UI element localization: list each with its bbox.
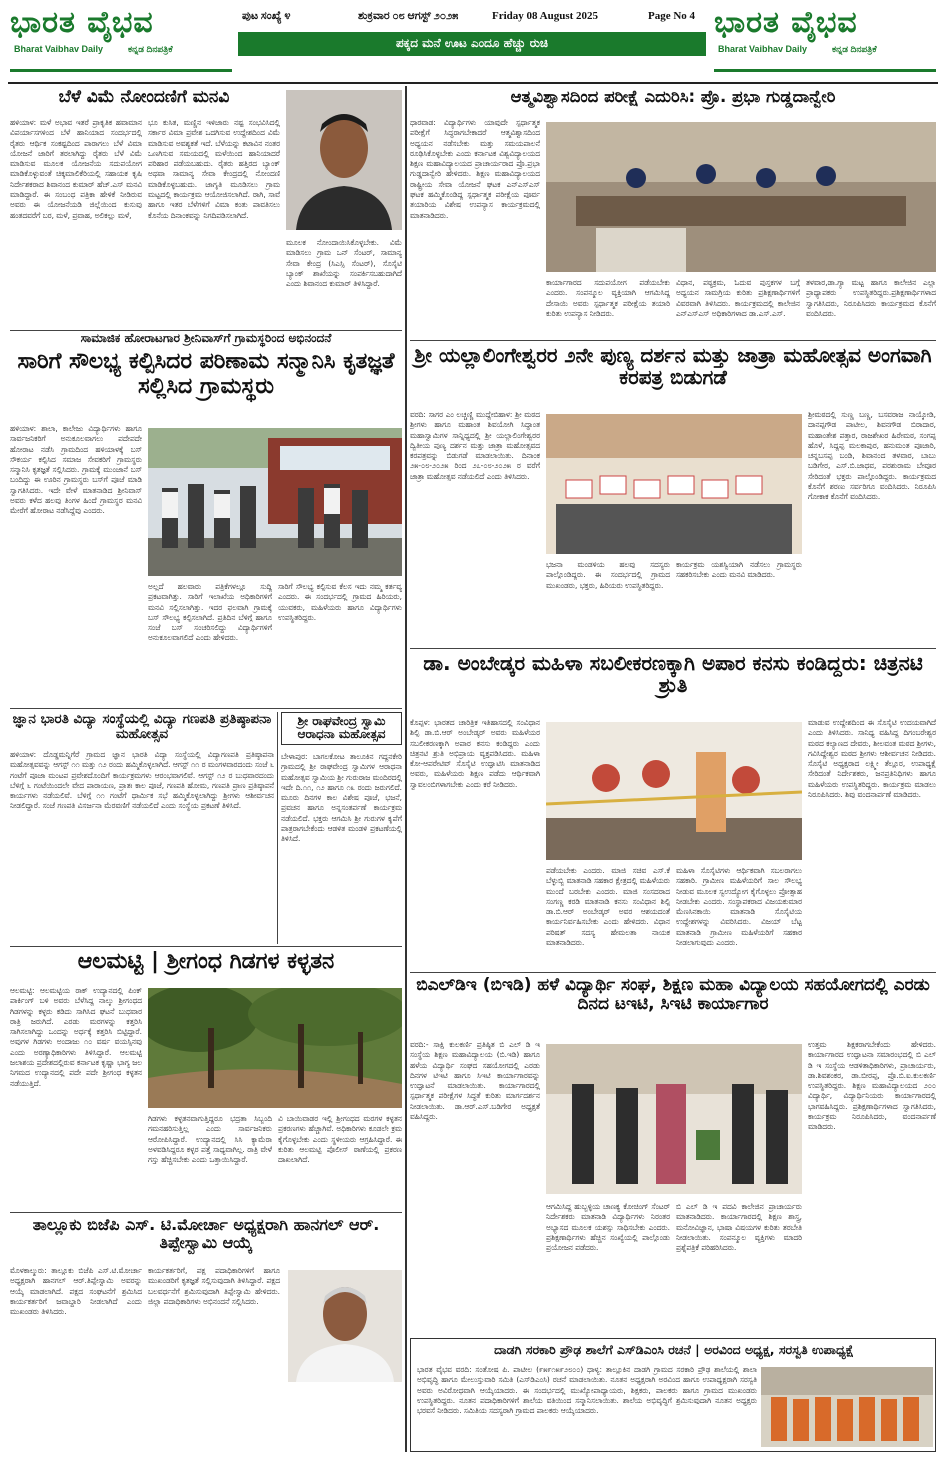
- crowd-with-bus-image: [148, 428, 402, 576]
- story-body-col3: ವಿ ಬಾಯಿವಾಡರ ಇಲ್ಲಿ ಶ್ರೀಗಂಧದ ಮರಗಳ ಕಳ್ಳತನ ಪ್ರಕರಣಗಳು ಹೆಚ್ಚಾಗಿವೆ. ಅಧಿಕಾರಿಗಳು ಕೂಡಲೇ ಕ್ರಮ ಕೈಗೊಳ್ಳಬೇಕು ಎಂದು ಸ್ಥಳೀಯರು ಆಗ್ರಹಿಸಿದ್ದಾರೆ. ಈ ಕುರಿತು ಆಲಮಟ್ಟಿ ಪೊಲೀಸ್ ಠಾಣೆಯಲ್ಲಿ ಪ್ರಕರಣ ದಾಖಲಾಗಿದೆ.: [278, 1114, 402, 1165]
- date-english: Friday 08 August 2025: [492, 10, 599, 22]
- seminar-photo: [546, 122, 936, 272]
- pamphlet-photo: [546, 414, 802, 554]
- story-body-col3: ಮೂಲಕ ನೋಂದಾಯಿಸಿಕೊಳ್ಳಬೇಕು. ವಿಮೆ ಮಾಡಿಸಲು ಗ್ರಾಮ ಒನ್ ಸೆಂಟರ್, ಸಾಮಾನ್ಯ ಸೇವಾ ಕೇಂದ್ರ (ಸಿಎಸ್ಸಿ ಸೆಂಟರ್), ಸೊಸೈಟಿ ಬ್ಯಾಂಕ್ ಶಾಖೆಯನ್ನು ಸಂಪರ್ಕಿಸಬಹುದಾಗಿದೆ ಎಂದು ಶಿವಾನಂದ ಕುಮಾರ್ ತಿಳಿಸಿದ್ದಾರೆ.: [286, 238, 402, 289]
- tagline-bar: ಪಕ್ಕದ ಮನೆ ಊಟ ಎಂದೂ ಹೆಚ್ಚು ರುಚಿ: [238, 32, 706, 56]
- story-body-col3: ವಿಧಾನ, ಪಠ್ಯಕ್ರಮ, ಓದುವ ಪುಸ್ತಕಗಳ ಬಗ್ಗೆ ಅಧ್ಯಯನ ಸಾಮಗ್ರಿಯ ಕುರಿತು ಪ್ರಶಿಕ್ಷಣಾರ್ಥಿಗಳಿಗೆ ವಿವರವಾಗಿ ತಿಳಿಸಿದರು. ಕಾರ್ಯಕ್ರಮದಲ್ಲಿ ಕಾಲೇಜಿನ ಎನ್ಎಸ್ಎಸ್ ಅಧಿಕಾರಿಗಳಾದ ಡಾ.ಎಸ್.ಎಸ್.: [676, 278, 800, 318]
- story-headline: ತಾಲ್ಲೂಕು ಬಿಜೆಪಿ ಎಸ್. ಟಿ.ಮೋರ್ಚಾ ಅಧ್ಯಕ್ಷರಾಗಿ ಹಾನಗಲ್ ಆರ್. ತಿಪ್ಪೇಸ್ವಾಮಿ ಆಯ್ಕೆ: [32, 1215, 380, 1252]
- story-rayaru: [281, 712, 402, 944]
- story-body-col3: ಮಹಿಳಾ ಸೊಸೈಟಿಗಳು ಆರ್ಥಿಕವಾಗಿ ಸಬಲರಾಗಲು ಸಹಕಾರಿ. ಗ್ರಾಮೀಣ ಮಹಿಳೆಯರಿಗೆ ಸಾಲ ಸೌಲಭ್ಯ ನೀಡುವ ಮೂಲಕ ಸ್ವಉದ್ಯೋಗ ಕೈಗೊಳ್ಳಲು ಪ್ರೋತ್ಸಾಹ ನೀಡಬೇಕು ಎಂದರು. ಸಂಸ್ಥಾಪಕರಾದ ವಿಜಯಕುಮಾರ ಮೆಣಸಿನಕಾಯಿ ಮಾತನಾಡಿ ಸೊಸೈಟಿಯ ಉದ್ದೇಶಗಳನ್ನು ವಿವರಿಸಿದರು. ವಿಜಯ್ ಬೆಟ್ಟ ಮಾತನಾಡಿ ಗ್ರಾಮೀಣ ಮಹಿಳೆಯರಿಗೆ ಸಹಕಾರ ನೀಡಲಾಗುವುದು ಎಂದರು.: [676, 866, 802, 948]
- divider: [410, 648, 936, 649]
- page-number: Page No 4: [648, 10, 696, 22]
- portrait-photo: [286, 90, 402, 230]
- story-body-col1: ಆಲಮಟ್ಟಿ: ಆಲಮಟ್ಟಿಯ ರಾಕ್ ಉದ್ಯಾನದಲ್ಲಿ ಪಿಂಕ್ ಪಾರ್ಕಿಂಗ್ ಬಳಿ ಅವರು ಬೆಳೆಸಿದ್ದ ನಾಲ್ಕು ಶ್ರೀಗಂಧದ ಗಿಡಗಳನ್ನು ಕಳ್ಳರು ಕಡಿದು ಸಾಗಿಸಿದ ಘಟನೆ ಬುಧವಾರ ರಾತ್ರಿ ಜರುಗಿದೆ. ಎರಡು ಮರಗಳನ್ನು ಕತ್ತರಿಸಿ ಸಾಗಿಸಲಾಗಿದ್ದು ಒಂದನ್ನು ಅರ್ಧಕ್ಕೆ ಕತ್ತರಿಸಿ ಬಿಟ್ಟಿದ್ದಾರೆ. ಅವುಗಳ ಗಿಡಗಳು ಅಂದಾಜು ೧೦ ವರ್ಷ ವಯಸ್ಸಿನವು ಎಂದು ಅರಣ್ಯಾಧಿಕಾರಿಗಳು ತಿಳಿಸಿದ್ದಾರೆ. ಆಲಮಟ್ಟಿ ಜಲಾಶಯ ಪ್ರದೇಶದಲ್ಲಿರುವ ಕರ್ನಾಟಕ ಕೃಷ್ಣಾ ಭಾಗ್ಯ ಜಲ ನಿಗಮದ ಉದ್ಯಾನದಲ್ಲಿ ಪದೇ ಪದೇ ಶ್ರೀಗಂಧ ಕಳ್ಳತನ ನಡೆಯುತ್ತಿದೆ.: [10, 986, 142, 1088]
- pamphlet-release-image: [546, 414, 802, 554]
- sandalwood-trees-image: [148, 988, 402, 1108]
- story-bjp: [10, 1216, 402, 1452]
- story-body-col4: ತಳವಾರ,ಡಾ.ಗ್ಯಾ ಮಟ್ಟ ಹಾಗೂ ಕಾಲೇಜಿನ ಎಲ್ಲಾ ಪ್ರಾಧ್ಯಾಪಕರು ಉಪಸ್ಥಿತರಿದ್ದರು.ಪ್ರಶಿಕ್ಷಣಾರ್ಥಿಗಳಾದ ಸ್ವಾಗತಿಸಿದರು, ನಿರೂಪಿಸಿದರು ಕಾರ್ಯಕ್ರಮದ ಕೊನೆಗೆ ವಂದಿಸಿದರು.: [806, 278, 936, 318]
- divider: [410, 972, 936, 973]
- masthead-right-sub-kn: ಕನ್ನಡ ದಿನಪತ್ರಿಕೆ: [832, 44, 877, 54]
- forest-photo: [148, 988, 402, 1108]
- masthead-right-title: ಭಾರತ ವೈಭವ: [714, 5, 858, 40]
- masthead-left-title: ಭಾರತ ವೈಭವ: [10, 5, 154, 40]
- masthead-left-sub-kn: ಕನ್ನಡ ದಿನಪತ್ರಿಕೆ: [128, 44, 173, 54]
- story-confidence: [410, 88, 936, 338]
- story-headline: ದಾಡಗಿ ಸರಕಾರಿ ಪ್ರೌಢ ಶಾಲೆಗೆ ಎಸ್‌ಡಿಎಂಸಿ ರಚನೆ | ಅರವಿಂದ ಅಧ್ಯಕ್ಷ, ಸರಸ್ವತಿ ಉಪಾಧ್ಯಕ್ಷೆ: [494, 1342, 854, 1357]
- story-body-col1: ಮೊಳಕಾಲ್ಮುರು: ತಾಲ್ಲೂಕು ಬಿಜೆಪಿ ಎಸ್.ಟಿ.ಮೋರ್ಚಾ ಅಧ್ಯಕ್ಷರಾಗಿ ಹಾನಗಲ್ ಆರ್.ತಿಪ್ಪೇಸ್ವಾಮಿ ಅವರನ್ನು ಆಯ್ಕೆ ಮಾಡಲಾಗಿದೆ. ಪಕ್ಷದ ಸಂಘಟನೆಗೆ ಶ್ರಮಿಸಿದ ಕಾರ್ಯಕರ್ತರಿಗೆ ಜವಾಬ್ದಾರಿ ನೀಡಲಾಗಿದೆ ಎಂದು ಮುಖಂಡರು ತಿಳಿಸಿದರು.: [10, 1266, 142, 1317]
- story-body-col3: ಬಿ ಎಲ್ ಡಿ ಇ ಪದವಿ ಕಾಲೇಜಿನ ಪ್ರಾಚಾರ್ಯರು ಮಾತನಾಡಿದರು. ಕಾರ್ಯಾಗಾರದಲ್ಲಿ ಶಿಕ್ಷಣ ಶಾಸ್ತ್ರ, ಮನೋವಿಜ್ಞಾನ, ಭಾಷಾ ವಿಷಯಗಳ ಕುರಿತು ತರಬೇತಿ ನೀಡಲಾಯಿತು. ಸಂಪನ್ಮೂಲ ವ್ಯಕ್ತಿಗಳು ಮಾದರಿ ಪ್ರಶ್ನೆಪತ್ರಿಕೆ ಪರಿಹರಿಸಿದರು.: [676, 1202, 802, 1253]
- workshop-photo: [546, 1044, 802, 1194]
- divider: [10, 946, 402, 947]
- column-divider: [405, 86, 407, 1452]
- story-body-col3: ಸಾರಿಗೆ ಸೌಲಭ್ಯ ಕಲ್ಪಿಸುವ ಕೆಲಸ ಇದು ನಮ್ಮ ಕರ್ತವ್ಯ ಎಂದರು. ಈ ಸಂದರ್ಭದಲ್ಲಿ ಗ್ರಾಮದ ಹಿರಿಯರು, ಯುವಕರು, ಮಹಿಳೆಯರು ಹಾಗೂ ವಿದ್ಯಾರ್ಥಿಗಳು ಉಪಸ್ಥಿತರಿದ್ದರು.: [278, 582, 402, 622]
- divider: [10, 1212, 402, 1213]
- story-headline: ಶ್ರೀ ಯಲ್ಲಾಲಿಂಗೇಶ್ವರರ ೨ನೇ ಪುಣ್ಯ ದರ್ಶನ ಮತ್ತು ಜಾತ್ರಾ ಮಹೋತ್ಸವ ಅಂಗವಾಗಿ ಕರಪತ್ರ ಬಿಡುಗಡೆ: [414, 343, 932, 390]
- story-body-col1: ಕೊಪ್ಪಳ: ಭಾರತದ ಚಾರಿತ್ರಿಕ ಇತಿಹಾಸದಲ್ಲಿ ಸಂವಿಧಾನ ಶಿಲ್ಪಿ ಡಾ.ಬಿ.ಆರ್ ಅಂಬೇಡ್ಕರ್ ಅವರು ಮಹಿಳೆಯರ ಸಬಲೀಕರಣಕ್ಕಾಗಿ ಅಪಾರ ಕನಸು ಕಂಡಿದ್ದರು ಎಂದು ಚಿತ್ರನಟಿ ಶ್ರುತಿ ಅಭಿಪ್ರಾಯ ವ್ಯಕ್ತಪಡಿಸಿದರು. ಮಹಿಳಾ ಕೋ-ಆಪರೇಟಿವ್ ಸೊಸೈಟಿ ಉದ್ಘಾಟಿಸಿ ಮಾತನಾಡಿದ ಅವರು, ಮಹಿಳೆಯರು ಶಿಕ್ಷಣ ಪಡೆದು ಆರ್ಥಿಕವಾಗಿ ಸ್ವಾವಲಂಬಿಗಳಾಗಬೇಕು ಎಂದು ಕರೆ ನೀಡಿದರು.: [410, 718, 540, 789]
- story-body-col1: ಧಾರವಾಡ: ವಿದ್ಯಾರ್ಥಿಗಳು ಯಾವುದೇ ಸ್ಪರ್ಧಾತ್ಮಕ ಪರೀಕ್ಷೆಗೆ ಸಿದ್ಧರಾಗಬೇಕಾದರೆ ಆತ್ಮವಿಶ್ವಾಸದಿಂದ ಅಧ್ಯಯನ ನಡೆಸಬೇಕು ಮತ್ತು ಸಮಯಪಾಲನೆ ರೂಢಿಸಿಕೊಳ್ಳಬೇಕು ಎಂದು ಕರ್ನಾಟಕ ವಿಶ್ವವಿದ್ಯಾಲಯದ ಶಿಕ್ಷಣ ಮಹಾವಿದ್ಯಾಲಯದ ಪ್ರಾಚಾರ್ಯರಾದ ಪ್ರೊ.ಪ್ರಭಾ ಗುಡ್ಡದಾನ್ವೇರಿ ಹೇಳಿದರು. ಶಿಕ್ಷಣ ಮಹಾವಿದ್ಯಾಲಯದ ರಾಷ್ಟ್ರೀಯ ಸೇವಾ ಯೋಜನೆ ಘಟಕ ಎನ್ಎಸ್ಎಸ್ ಘಟಕ ಹಮ್ಮಿಕೊಂಡಿದ್ದ ಸ್ಪರ್ಧಾತ್ಮಕ ಪರೀಕ್ಷೆಯ ಪೂರ್ವ ತಯಾರಿಯ ವಿಶೇಷ ಉಪನ್ಯಾಸ ಕಾರ್ಯಕ್ರಮದಲ್ಲಿ ಮಾತನಾಡಿದರು.: [410, 118, 540, 220]
- story-headline: ಡಾ. ಅಂಬೇಡ್ಕರ ಮಹಿಳಾ ಸಬಲೀಕರಣಕ್ಕಾಗಿ ಅಪಾರ ಕನಸು ಕಂಡಿದ್ದರು: ಚಿತ್ರನಟಿ ಶ್ರುತಿ: [423, 651, 923, 698]
- story-body-col2: ಕಾರ್ಯಾಗಾರದ ಸದುಪಯೋಗ ಪಡೆಯಬೇಕು ಎಂದರು. ಸಂಪನ್ಮೂಲ ವ್ಯಕ್ತಿಯಾಗಿ ಆಗಮಿಸಿದ್ದ ದೇಸಾಯಿ ಅವರು ಸ್ಪರ್ಧಾತ್ಮಕ ಪರೀಕ್ಷೆಯ ತಯಾರಿ ಕುರಿತು ಉಪನ್ಯಾಸ ನೀಡಿದರು.: [546, 278, 670, 318]
- story-ambedkar: [410, 652, 936, 970]
- story-body-col3: ಕಾರ್ಯಕ್ರಮ ಯಶಸ್ವಿಯಾಗಿ ನಡೆಸಲು ಗ್ರಾಮಸ್ಥರು ಸಹಕರಿಸಬೇಕು ಎಂದು ಮನವಿ ಮಾಡಿದರು.: [676, 560, 802, 580]
- date-kannada: ಶುಕ್ರವಾರ ೦೮ ಆಗಸ್ಟ್ ೨೦೨೫: [358, 10, 459, 22]
- story-body-col2: ಅಲ್ಲದೆ ಹಲವಾರು ಪತ್ರಿಕೆಗಳಲ್ಲೂ ಸುದ್ದಿ ಪ್ರಕಟವಾಗಿತ್ತು. ಸಾರಿಗೆ ಇಲಾಖೆಯ ಅಧಿಕಾರಿಗಳಿಗೆ ಮನವಿ ಸಲ್ಲಿಸಲಾಗಿತ್ತು. ಇದರ ಫಲವಾಗಿ ಗ್ರಾಮಕ್ಕೆ ಬಸ್ ಸೌಲಭ್ಯ ಕಲ್ಪಿಸಲಾಗಿದೆ. ಪ್ರತಿದಿನ ಬೆಳಿಗ್ಗೆ ಹಾಗೂ ಸಂಜೆ ಬಸ್ ಸಂಚರಿಸಲಿದ್ದು ವಿದ್ಯಾರ್ಥಿಗಳಿಗೆ ಅನುಕೂಲವಾಗಲಿದೆ ಎಂದು ಹೇಳಿದರು.: [148, 582, 272, 643]
- portrait-figure: [286, 90, 402, 230]
- story-body-col4: ಶ್ರೀಮಠದಲ್ಲಿ ಸುಣ್ಣ ಬಣ್ಣ, ಬಸವರಾಜ ನಾಯ್ಕೋಡಿ, ದಾನಪ್ಪಗೌಡ ಪಾಟೀಲ, ಶಿವನಗೌಡ ಬಿರಾದಾರ, ಮಹಾಂತೇಶ ಪತ್ತಾರ, ರಾಜಶೇಖರ ಹಿರೇಮಠ, ಸಂಗಪ್ಪ ಹೊಳೆ, ಸಿದ್ದಪ್ಪ ಮಲಕಾಪುರ, ಹನುಮಂತ ಪೂಜಾರಿ, ಚನ್ನಬಸಪ್ಪ ಬಂಡಿ, ಶಿವಾನಂದ ತಳವಾರ, ಬಾಬು ಬಡಿಗೇರ, ಎಸ್.ಬಿ.ಜಾಧವ, ಪರಶುರಾಮ ಬೇವೂರ ಸೇರಿದಂತೆ ಭಕ್ತರು ಪಾಲ್ಗೊಂಡಿದ್ದರು. ಕಾರ್ಯಕ್ರಮದ ಕೊನೆಗೆ ಶರಣು ಸರ್ವರಿಗೂ ವಂದಿಸಿದರು. ನಿರೂಪಿಸಿ ಗೋಕಾಕ ಕೊನೆಗೆ ವಂದಿಸಿದರು.: [808, 410, 936, 502]
- sdmc-group-photo: [761, 1367, 933, 1447]
- divider: [410, 340, 936, 341]
- story-body: ಬೇಳಾಪುರ: ಬಾಗಲಕೋಟ ತಾಲೂಕಿನ ಗದ್ದನಕೇರಿ ಗ್ರಾಮದಲ್ಲಿ ಶ್ರೀ ರಾಘವೇಂದ್ರ ಸ್ವಾಮಿಗಳ ಆರಾಧನಾ ಮಹೋತ್ಸವ ಸ್ವಾಮಿಯ ಶ್ರೀ ಗುರುರಾಜ ಮಂದಿರದಲ್ಲಿ ಇದೇ ದಿ.೧೧, ೧೨ ಹಾಗೂ ೧೩ ರಂದು ಜರುಗಲಿದೆ. ಮೂರು ದಿನಗಳ ಕಾಲ ವಿಶೇಷ ಪೂಜೆ, ಭಜನೆ, ಪ್ರವಚನ ಹಾಗೂ ಅನ್ನಸಂತರ್ಪಣೆ ಕಾರ್ಯಕ್ರಮ ನಡೆಯಲಿದೆ. ಭಕ್ತರು ಆಗಮಿಸಿ ಶ್ರೀ ಗುರುಗಳ ಕೃಪೆಗೆ ಪಾತ್ರರಾಗಬೇಕೆಂದು ಆಡಳಿತ ಮಂಡಳಿ ಪ್ರಕಟಣೆಯಲ್ಲಿ ತಿಳಿಸಿದೆ.: [281, 752, 402, 844]
- nss-seminar-image: [546, 122, 936, 272]
- story-almatti: [10, 950, 402, 1210]
- story-headline: ಆತ್ಮವಿಶ್ವಾಸದಿಂದ ಪರೀಕ್ಷೆ ಎದುರಿಸಿ: ಪ್ರೊ. ಪ್ರಭಾ ಗುಡ್ಡದಾನ್ವೇರಿ: [510, 87, 836, 106]
- story-ganapati: [10, 712, 274, 944]
- story-yallalinga: [410, 344, 936, 646]
- divider: [277, 712, 278, 944]
- story-body: ಹಳಿಯಾಳ: ದೊಡ್ಡಮನ್ನಿಗೆರೆ ಗ್ರಾಮದ ಜ್ಞಾನ ಭಾರತಿ ವಿದ್ಯಾ ಸಂಸ್ಥೆಯಲ್ಲಿ ವಿದ್ಯಾಗಣಪತಿ ಪ್ರತಿಷ್ಠಾಪನಾ ಮಹೋತ್ಸವವನ್ನು ಆಗಸ್ಟ್ ೧೧ ಮತ್ತು ೧೨ ರಂದು ಹಮ್ಮಿಕೊಳ್ಳಲಾಗಿದೆ. ಆಗಸ್ಟ್ ೧೧ ರ ಮಂಗಳವಾರದಂದು ಸಂಜೆ ೬ ಗಂಟೆಗೆ ಪೂಜಾ ಮಂಟಪ ಪ್ರವೇಶದೊಂದಿಗೆ ಕಾರ್ಯಕ್ರಮಗಳು ಆರಂಭವಾಗಲಿವೆ. ಆಗಸ್ಟ್ ೧೨ ರ ಬುಧವಾರದಂದು ಬೆಳಿಗ್ಗೆ ೬ ಗಂಟೆಯಿಂದಲೇ ವೇದ ಪಾರಾಯಣ, ಪ್ರಾತಃ ಕಾಲ ಪೂಜೆ, ಗಣಪತಿ ಹೋಮ, ಗಣಪತಿ ಪ್ರಾಣ ಪ್ರತಿಷ್ಠಾಪನೆ ಕಾರ್ಯಗಳು ನಡೆಯಲಿವೆ. ಬೆಳಿಗ್ಗೆ ೧೧ ಗಂಟೆಗೆ ಧಾರ್ಮಿಕ ಸಭೆ ಹಮ್ಮಿಕೊಳ್ಳಲಾಗಿದ್ದು ಶ್ರೀಗಳು ಆಶೀರ್ವಚನ ನೀಡಲಿದ್ದಾರೆ. ಸಂಜೆ ಗಣಪತಿ ವಿಸರ್ಜನಾ ಮೆರವಣಿಗೆ ನಡೆಯಲಿದೆ ಎಂದು ಸಂಸ್ಥೆಯ ಪ್ರಕಟಣೆ ತಿಳಿಸಿದೆ.: [10, 750, 274, 811]
- story-body-col1: ವರದಿ: ಸಾಗರ ಎಂ ಲಚ್ಚಣ್ಣಿ ಮುದ್ದೇಬಿಹಾಳ: ಶ್ರೀ ಮಠದ ಶ್ರೀಗಳು ಹಾಗೂ ಮಹಾಂತ ಶಿವಯೋಗಿ ಸಿದ್ಧಾಂತ ಮಹಾಸ್ವಾಮಿಗಳ ಸಾನ್ನಿಧ್ಯದಲ್ಲಿ ಶ್ರೀ ಯಲ್ಲಾಲಿಂಗೇಶ್ವರರ ದ್ವಿತೀಯ ಪುಣ್ಯ ದರ್ಶನ ಮತ್ತು ಜಾತ್ರಾ ಮಹೋತ್ಸವದ ಕರಪತ್ರವನ್ನು ಬಿಡುಗಡೆ ಮಾಡಲಾಯಿತು. ದಿನಾಂಕ ೨೫-೦೮-೨೦೨೫ ರಿಂದ ೨೭-೦೮-೨೦೨೫ ರ ವರೆಗೆ ಜಾತ್ರಾ ಮಹೋತ್ಸವ ನಡೆಯಲಿದೆ ಎಂದು ತಿಳಿಸಿದರು.: [410, 410, 540, 481]
- masthead-right: [714, 6, 936, 72]
- story-workshop: [410, 976, 936, 1334]
- village-photo: [148, 428, 402, 576]
- issue-number: ಪುಟ ಸಂಖ್ಯೆ ೪: [242, 10, 291, 22]
- masthead-left: [10, 6, 232, 72]
- story-body-col2: ಭಜನಾ ಮಂಡಳಿಯ ಹಲವು ಸದಸ್ಯರು ಪಾಲ್ಗೊಂಡಿದ್ದರು. ಈ ಸಂದರ್ಭದಲ್ಲಿ ಗ್ರಾಮದ ಮುಖಂಡರು, ಭಕ್ತರು, ಹಿರಿಯರು ಉಪಸ್ಥಿತರಿದ್ದರು.: [546, 560, 670, 590]
- story-headline: ಆಲಮಟ್ಟಿ | ಶ್ರೀಗಂಧ ಗಿಡಗಳ ಕಳ್ಳತನ: [77, 949, 335, 974]
- story-body-col1: ವರದಿ:- ಸಾಕ್ಷಿ ಕುಲಕರ್ಣಿ ಪ್ರತಿಷ್ಠಿತ ಬಿ ಎಲ್ ಡಿ ಇ ಸಂಸ್ಥೆಯ ಶಿಕ್ಷಣ ಮಹಾವಿದ್ಯಾಲಯ (ಬಿ.ಇಡಿ) ಹಾಗೂ ಹಳೆಯ ವಿದ್ಯಾರ್ಥಿ ಸಂಘದ ಸಹಯೋಗದಲ್ಲಿ ಎರಡು ದಿನಗಳ ಟಿಇಟಿ ಹಾಗೂ ಸಿಇಟಿ ಕಾರ್ಯಾಗಾರವನ್ನು ಉದ್ಘಾಟನೆ ಮಾಡಲಾಯಿತು. ಕಾರ್ಯಾಗಾರದಲ್ಲಿ ಸ್ಪರ್ಧಾತ್ಮಕ ಪರೀಕ್ಷೆಗಳ ಸಿದ್ಧತೆ ಕುರಿತು ಮಾರ್ಗದರ್ಶನ ನೀಡಲಾಯಿತು. ಡಾ.ಆರ್.ಎಸ್.ಬಡಿಗೇರ ಅಧ್ಯಕ್ಷತೆ ವಹಿಸಿದ್ದರು.: [410, 1040, 540, 1122]
- story-headline: ಬಿಎಲ್‌ಡಿಇ (ಬಿಇಡಿ) ಹಳೆ ವಿದ್ಯಾರ್ಥಿ ಸಂಘ, ಶಿಕ್ಷಣ ಮಹಾ ವಿದ್ಯಾಲಯ ಸಹಯೋಗದಲ್ಲಿ ಎರಡು ದಿನದ ಟಇಟಿ, ಸಿಇಟಿ ಕಾರ್ಯಾಗಾರ: [416, 975, 930, 1015]
- divider: [10, 708, 402, 709]
- ribbon-cutting-photo: [546, 722, 802, 860]
- story-kicker: ಸಾಮಾಜಿಕ ಹೋರಾಟಗಾರ ಶ್ರೀನಿವಾಸ್‌ಗೆ ಗ್ರಾಮಸ್ಥರಿಂದ ಅಭಿನಂದನೆ: [80, 331, 332, 345]
- story-village-bus: [10, 332, 402, 706]
- story-headline: ಬೆಳೆ ವಿಮೆ ನೋಂದಣಿಗೆ ಮನವಿ: [58, 87, 230, 107]
- masthead-right-sub-en: Bharat Vaibhav Daily: [718, 44, 808, 54]
- story-body-col1: ಹಳಿಯಾಳ: ಮಳೆ ಅಭಾವ ಇತರೆ ಪ್ರಾಕೃತಿಕ ಹವಾಮಾನ ವಿಪರ್ಯಾಸಗಳಿಂದ ಬೆಳೆ ಹಾನಿಯಾದ ಸಂದರ್ಭದಲ್ಲಿ ರೈತರು ಆರ್ಥಿಕ ಸಂಕಷ್ಟದಿಂದ ಪಾರಾಗಲು ಬೆಳೆ ವಿಮಾ ಯೋಜನೆ ಜಾರಿಗೆ ತರಲಾಗಿದ್ದು ರೈತರು ಬೆಳೆ ವಿಮೆ ಮಾಡಿಸುವ ಮೂಲಕ ಯೋಜನೆಯ ಸದುಪಯೋಗ ಮಾಡಿಕೊಳ್ಳುವಂತೆ ಚಿಕ್ಕಮಾಲಿಕೆರಿಯಲ್ಲಿ ಸಹಾಯಕ ಕೃಷಿ ನಿರ್ದೇಶಕರಾದ ಶಿವಾನಂದ ಕುಮಾರ್ ಹೆಚ್.ಎಸ್ ಮನವಿ ಮಾಡಿದ್ದಾರೆ. ಈ ಸಂಬಂಧ ಪತ್ರಿಕಾ ಹೇಳಿಕೆ ನೀಡಿರುವ ಅವರು ಈ ಯೋಜನೆಯಡಿ ಜಿಲ್ಲೆಯಿಂದ ಕುಸುವು ಹಂತದವರೆಗೆ ಬರ, ಮಳೆ, ಪ್ರವಾಹ, ಅಲಿಕಲ್ಲು ಮಳೆ,: [10, 118, 142, 220]
- story-body-col2: ಭೂ ಕುಸಿತ, ಮಣ್ಣಿನ ಇಳಿಜಾರು ನಷ್ಟ ಸಂಭವಿಸಿದಲ್ಲಿ ಸರ್ಕಾರ ವಿಮಾ ಪ್ರವೇಶ ಒದಗಿಸುವ ಉದ್ದೇಶದಿಂದ ವಿಮೆ ಮಾಡಿಸುವ ಅವಶ್ಯಕತೆ ಇದೆ. ಬೆಳೆಯನ್ನು ಕಟಾವಿನ ನಂತರ ಒಣಗಿಸುವ ಸಮಯದಲ್ಲಿ ಮಳೆಯಿಂದ ಹಾನಿಯಾದರೆ ಪರಿಹಾರ ಪಡೆಯಬಹುದು. ರೈತರು ಹತ್ತಿರದ ಬ್ಯಾಂಕ್ ಅಥವಾ ಸಾಮಾನ್ಯ ಸೇವಾ ಕೇಂದ್ರದಲ್ಲಿ ನೋಂದಣಿ ಮಾಡಿಕೊಳ್ಳಬಹುದು. ಜಾಗೃತಿ ಮೂಡಿಸಲು ಗ್ರಾಮ ಮಟ್ಟದಲ್ಲಿ ಕಾರ್ಯಕ್ರಮ ಆಯೋಜಿಸಲಾಗಿದೆ. ರಾಗಿ, ಸಾವೆ ಹಾಗೂ ಇತರ ಬೆಳೆಗಳಿಗೆ ವಿಮಾ ಕಂತು ಪಾವತಿಸಲು ಕೊನೆಯ ದಿನಾಂಕವನ್ನು ನಿಗದಿಪಡಿಸಲಾಗಿದೆ.: [148, 118, 280, 220]
- story-body-col2: ಪಡೆಯಬೇಕು ಎಂದರು. ಮಾಜಿ ಸಚಿವ ಎಸ್.ಕೆ ಬೆಳ್ಳುಬ್ಬಿ ಮಾತನಾಡಿ ಸಹಕಾರ ಕ್ಷೇತ್ರದಲ್ಲಿ ಮಹಿಳೆಯರು ಮುಂದೆ ಬರಬೇಕು ಎಂದರು. ಮಾಜಿ ಸಂಸದರಾದ ಸಂಗಣ್ಣ ಕರಡಿ ಮಾತನಾಡಿ ಕನಸು ಸಂವಿಧಾನ ಶಿಲ್ಪಿ ಡಾ.ಬಿ.ಆರ್ ಅಂಬೇಡ್ಕರ್ ಅವರ ಆಶಯದಂತೆ ಕಾರ್ಯನಿರ್ವಹಿಸಬೇಕು ಎಂದು ಹೇಳಿದರು. ವಿಧಾನ ಪರಿಷತ್ ಸದಸ್ಯ ಹೇಮಲತಾ ನಾಯಕ ಮಾತನಾಡಿದರು.: [546, 866, 670, 948]
- story-headline: ಸಾರಿಗೆ ಸೌಲಭ್ಯ ಕಲ್ಪಿಸಿದರ ಪರಿಣಾಮ ಸನ್ಮಾನಿಸಿ ಕೃತಜ್ಞತೆ ಸಲ್ಲಿಸಿದ ಗ್ರಾಮಸ್ಥರು: [17, 349, 395, 399]
- story-headline: ಜ್ಞಾನ ಭಾರತಿ ವಿದ್ಯಾ ಸಂಸ್ಥೆಯಲ್ಲಿ ವಿದ್ಯಾ ಗಣಪತಿ ಪ್ರತಿಷ್ಠಾಪನಾ ಮಹೋತ್ಸವ: [12, 711, 272, 743]
- masthead-rule: [8, 82, 938, 84]
- story-body-col2: ಕಾರ್ಯಕರ್ತರಿಗೆ, ಪಕ್ಷ ಪದಾಧಿಕಾರಿಗಳಿಗೆ ಹಾಗೂ ಮುಖಂಡರಿಗೆ ಕೃತಜ್ಞತೆ ಸಲ್ಲಿಸುವುದಾಗಿ ತಿಳಿಸಿದ್ದಾರೆ. ಪಕ್ಷದ ಬಲವರ್ಧನೆಗೆ ಶ್ರಮಿಸುವುದಾಗಿ ತಿಪ್ಪೇಸ್ವಾಮಿ ಹೇಳಿದರು. ಜಿಲ್ಲಾ ಪದಾಧಿಕಾರಿಗಳು ಅಭಿನಂದನೆ ಸಲ್ಲಿಸಿದರು.: [148, 1266, 280, 1306]
- masthead-center: [238, 6, 706, 66]
- story-body-col1: ಹಳಿಯಾಳ: ಶಾಲಾ, ಕಾಲೇಜು ವಿದ್ಯಾರ್ಥಿಗಳು ಹಾಗೂ ಸಾರ್ವಜನಿಕರಿಗೆ ಅನುಕೂಲವಾಗಲು ಪದೇಪದೇ ಹೋರಾಟ ನಡೆಸಿ ಗ್ರಾಮದಿಂದ ಹಳಿಯಾಳಕ್ಕೆ ಬಸ್ ಸೌಕರ್ಯ ಕಲ್ಪಿಸಿದ ಸಮಾಜ ಸೇವಕರಿಗೆ ಗ್ರಾಮಸ್ಥರು ಸನ್ಮಾನಿಸಿ ಕೃತಜ್ಞತೆ ಸಲ್ಲಿಸಿದರು. ಗ್ರಾಮಕ್ಕೆ ಮುಂಜಾನೆ ಬಸ್ ಬಂದಿದ್ದು ಈ ಊರಿನ ಗ್ರಾಮಸ್ಥರು ಬಸ್‌ಗೆ ಪೂಜೆ ಮಾಡಿ ಸ್ವಾಗತಿಸಿದರು. ಇದೇ ವೇಳೆ ಮಾತನಾಡಿದ ಶ್ರೀನಿವಾಸ್ ಅವರು ಕಳೆದ ಹಲವು ತಿಂಗಳ ಹಿಂದೆ ಗ್ರಾಮಸ್ಥರ ಮನವಿ ಮೇರೆಗೆ ಹೋರಾಟ ನಡೆಸಿದ್ದೆವು ಎಂದರು.: [10, 424, 142, 516]
- story-body-col4: ಮಾಡುವ ಉದ್ದೇಶದಿಂದ ಈ ಸೊಸೈಟಿ ಉದಯವಾಗಿದೆ ಎಂದು ತಿಳಿಸಿದರು. ಸಾನಿಧ್ಯ ವಹಿಸಿದ್ದ ದಿಗಂಬರೇಶ್ವರ ಮಠದ ಕಲ್ಯಾಣದ ದೇವರು, ಶೀಲವಂತ ಮಠದ ಶ್ರೀಗಳು, ಗವಿಸಿದ್ದೇಶ್ವರ ಮಠದ ಶ್ರೀಗಳು ಆಶೀರ್ವಚನ ನೀಡಿದರು. ಸೊಸೈಟಿ ಅಧ್ಯಕ್ಷರಾದ ಲಕ್ಷ್ಮೀ ತೆಲ್ಲೂರ, ಉಪಾಧ್ಯಕ್ಷೆ ಸೇರಿದಂತೆ ನಿರ್ದೇಶಕರು, ಜನಪ್ರತಿನಿಧಿಗಳು ಹಾಗೂ ಮಹಿಳೆಯರು ಉಪಸ್ಥಿತರಿದ್ದರು. ಕಾರ್ಯಕ್ರಮ ಮಾಡಲು ನಿರೂಪಿಸಿದರು. ಶಿವು ವಂದನಾರ್ಪಣೆ ಮಾಡಿದರು.: [808, 718, 936, 800]
- story-crop-insurance: [10, 88, 402, 328]
- portrait-figure: [288, 1270, 402, 1382]
- story-body-col4: ಉತ್ತಮ ಶಿಕ್ಷಕರಾಗಬೇಕೆಂದು ಹೇಳಿದರು. ಕಾರ್ಯಾಗಾರದ ಉದ್ಘಾಟನಾ ಸಮಾರಂಭದಲ್ಲಿ ಬಿ ಎಲ್ ಡಿ ಇ ಸಂಸ್ಥೆಯ ಆಡಳಿತಾಧಿಕಾರಿಗಳು, ಪ್ರಾಚಾರ್ಯರು, ಡಾ.ಶಿವಶಂಕರ, ಡಾ.ಬೀರಪ್ಪ, ಪ್ರೊ.ಬಿ.ಐ.ಕುಲಕರ್ಣಿ ಉಪಸ್ಥಿತರಿದ್ದರು. ಶಿಕ್ಷಣ ಮಹಾವಿದ್ಯಾಲಯದ ೨೦೦ ವಿದ್ಯಾರ್ಥಿ, ವಿದ್ಯಾರ್ಥಿನಿಯರು ಕಾರ್ಯಾಗಾರದಲ್ಲಿ ಭಾಗವಹಿಸಿದ್ದರು. ಪ್ರಶಿಕ್ಷಣಾರ್ಥಿಗಳಾದ ಸ್ವಾಗತಿಸಿದರು, ಕಾರ್ಯಕ್ರಮ ನಿರೂಪಿಸಿದರು, ವಂದನಾರ್ಪಣೆ ಮಾಡಿದರು.: [808, 1040, 936, 1132]
- inauguration-image: [546, 722, 802, 860]
- story-body-col2: ಗಿಡಗಳು ಕಳ್ಳತನವಾಗುತ್ತಿದ್ದರೂ ಭದ್ರತಾ ಸಿಬ್ಬಂದಿ ಗಮನಹರಿಸುತ್ತಿಲ್ಲ ಎಂದು ಸಾರ್ವಜನಿಕರು ಆರೋಪಿಸಿದ್ದಾರೆ. ಉದ್ಯಾನದಲ್ಲಿ ಸಿಸಿ ಕ್ಯಾಮೆರಾ ಅಳವಡಿಸಿದ್ದರೂ ಕಳ್ಳರ ಪತ್ತೆ ಸಾಧ್ಯವಾಗಿಲ್ಲ. ರಾತ್ರಿ ವೇಳೆ ಗಸ್ತು ಹೆಚ್ಚಿಸಬೇಕು ಎಂದು ಒತ್ತಾಯಿಸಿದ್ದಾರೆ.: [148, 1114, 272, 1165]
- masthead-left-sub-en: Bharat Vaibhav Daily: [14, 44, 104, 54]
- tippeswamy-photo: [288, 1270, 402, 1382]
- school-group-image: [761, 1367, 933, 1447]
- story-headline: ಶ್ರೀ ರಾಘವೇಂದ್ರ ಸ್ವಾಮಿ ಆರಾಧನಾ ಮಹೋತ್ಸವ: [281, 712, 402, 745]
- story-body-col2: ಆಗಮಿಸಿದ್ದ ಹುಬ್ಬಳ್ಳಿಯ ಚಾಣಕ್ಯ ಕೋಚಿಂಗ್ ಸೆಂಟರ್ ನಿರ್ದೇಶಕರು ಮಾತನಾಡಿ ವಿದ್ಯಾರ್ಥಿಗಳು ನಿರಂತರ ಅಭ್ಯಾಸದ ಮೂಲಕ ಯಶಸ್ಸು ಸಾಧಿಸಬೇಕು ಎಂದರು. ಪ್ರಶಿಕ್ಷಣಾರ್ಥಿಗಳು ಹೆಚ್ಚಿನ ಸಂಖ್ಯೆಯಲ್ಲಿ ಪಾಲ್ಗೊಂಡು ಪ್ರಯೋಜನ ಪಡೆದರು.: [546, 1202, 670, 1253]
- masthead: [0, 0, 945, 80]
- workshop-inauguration-image: [546, 1044, 802, 1194]
- story-school-sdmc: [410, 1338, 936, 1452]
- story-body: ಭಾರತ ವೈಭವ ವರದಿ: ಸಂತೋಷ ಪಿ. ಪಾಟೀಲ (೯೫೯೧೫೯೨೮೦೦) ಧಾಳ್ಯ: ತಾಲ್ಲೂಕಿನ ದಾಡಗಿ ಗ್ರಾಮದ ಸರಕಾರಿ ಪ್ರೌಢ ಶಾಲೆಯಲ್ಲಿ ಶಾಲಾ ಅಭಿವೃದ್ಧಿ ಹಾಗೂ ಮೇಲುಸ್ತುವಾರಿ ಸಮಿತಿ (ಎಸ್‌ಡಿಎಂಸಿ) ರಚನೆ ಮಾಡಲಾಯಿತು. ನೂತನ ಅಧ್ಯಕ್ಷರಾಗಿ ಅರವಿಂದ ಹಾಗೂ ಉಪಾಧ್ಯಕ್ಷರಾಗಿ ಸರಸ್ವತಿ ಅವರು ಅವಿರೋಧವಾಗಿ ಆಯ್ಕೆಯಾದರು. ಈ ಸಂದರ್ಭದಲ್ಲಿ ಮುಖ್ಯೋಪಾಧ್ಯಾಯರು, ಶಿಕ್ಷಕರು, ಪಾಲಕರು ಹಾಗೂ ಗ್ರಾಮದ ಮುಖಂಡರು ಉಪಸ್ಥಿತರಿದ್ದರು. ನೂತನ ಪದಾಧಿಕಾರಿಗಳಿಗೆ ಶಾಲೆಯ ವತಿಯಿಂದ ಸನ್ಮಾನಿಸಲಾಯಿತು. ಶಾಲೆಯ ಅಭಿವೃದ್ಧಿಗೆ ಶ್ರಮಿಸುವುದಾಗಿ ನೂತನ ಅಧ್ಯಕ್ಷರು ಭರವಸೆ ನೀಡಿದರು. ಸಮಿತಿಯ ಸದಸ್ಯರಾಗಿ ಗ್ರಾಮದ ಪಾಲಕರು ಆಯ್ಕೆಯಾದರು.: [417, 1365, 757, 1416]
